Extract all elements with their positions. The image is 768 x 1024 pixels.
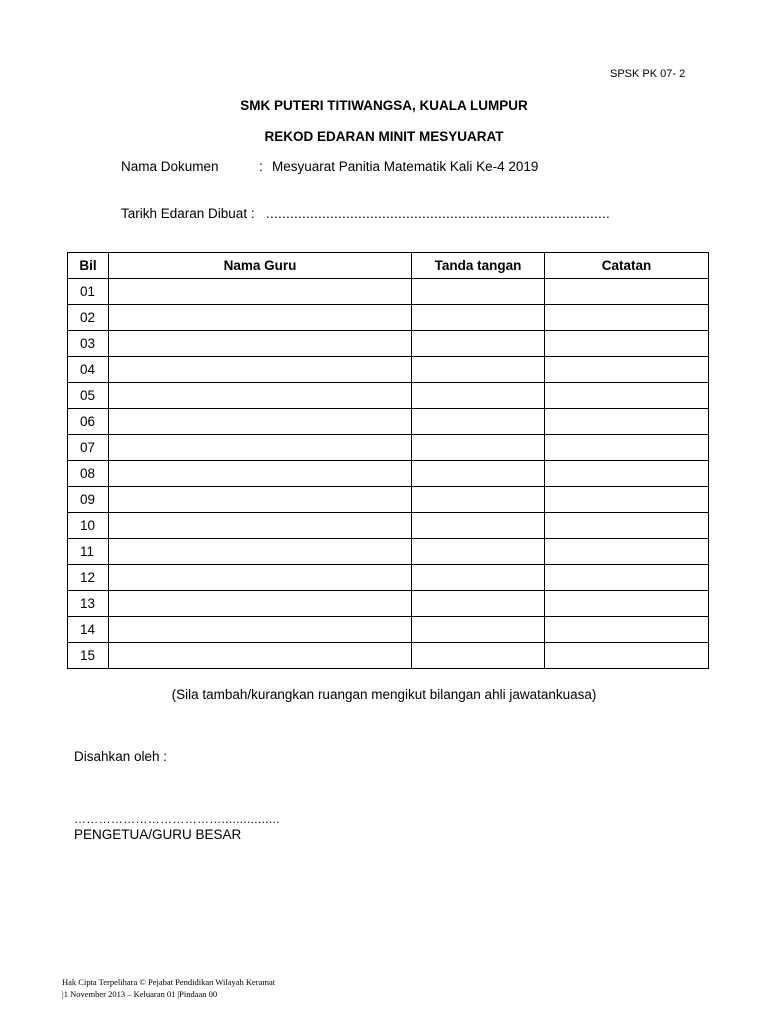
catatan-cell[interactable] bbox=[545, 435, 709, 461]
nama-guru-cell[interactable] bbox=[109, 565, 412, 591]
table-row bbox=[68, 357, 709, 383]
header-bil: Bil bbox=[68, 253, 109, 279]
tanda-tangan-cell[interactable] bbox=[412, 435, 545, 461]
tanda-tangan-cell[interactable] bbox=[412, 383, 545, 409]
signature-line[interactable]: ………………………………................ bbox=[74, 812, 280, 826]
tanda-tangan-cell[interactable] bbox=[412, 331, 545, 357]
nama-guru-cell[interactable] bbox=[109, 435, 412, 461]
header-nama-guru: Nama Guru bbox=[109, 253, 412, 279]
catatan-cell[interactable] bbox=[545, 279, 709, 305]
footer-revision: |1 November 2013 – Keluaran 01 |Pindaan 00 bbox=[62, 989, 218, 999]
document-separator: : bbox=[259, 159, 263, 174]
table-row bbox=[68, 279, 709, 305]
tanda-tangan-cell[interactable] bbox=[412, 357, 545, 383]
tanda-tangan-cell[interactable] bbox=[412, 513, 545, 539]
nama-guru-cell[interactable] bbox=[109, 279, 412, 305]
row-number: 06 bbox=[68, 409, 109, 435]
table-row bbox=[68, 513, 709, 539]
row-number: 15 bbox=[68, 643, 109, 669]
date-label: Tarikh Edaran Dibuat : bbox=[121, 206, 255, 221]
catatan-cell[interactable] bbox=[545, 331, 709, 357]
row-number: 12 bbox=[68, 565, 109, 591]
row-number: 10 bbox=[68, 513, 109, 539]
instruction-note: (Sila tambah/kurangkan ruangan mengikut bilangan ahli jawatankuasa) bbox=[171, 687, 597, 702]
tanda-tangan-cell[interactable] bbox=[412, 305, 545, 331]
table-row bbox=[68, 383, 709, 409]
table-row bbox=[68, 487, 709, 513]
row-number: 07 bbox=[68, 435, 109, 461]
nama-guru-cell[interactable] bbox=[109, 513, 412, 539]
table-header-row bbox=[68, 253, 709, 279]
nama-guru-cell[interactable] bbox=[109, 643, 412, 669]
approval-label: Disahkan oleh : bbox=[74, 749, 168, 764]
tanda-tangan-cell[interactable] bbox=[412, 409, 545, 435]
row-number: 03 bbox=[68, 331, 109, 357]
row-number: 02 bbox=[68, 305, 109, 331]
catatan-cell[interactable] bbox=[545, 591, 709, 617]
catatan-cell[interactable] bbox=[545, 617, 709, 643]
table-row bbox=[68, 617, 709, 643]
tanda-tangan-cell[interactable] bbox=[412, 279, 545, 305]
row-number: 04 bbox=[68, 357, 109, 383]
page-title: REKOD EDARAN MINIT MESYUARAT bbox=[264, 129, 504, 144]
nama-guru-cell[interactable] bbox=[109, 331, 412, 357]
tanda-tangan-cell[interactable] bbox=[412, 461, 545, 487]
catatan-cell[interactable] bbox=[545, 357, 709, 383]
document-value: Mesyuarat Panitia Matematik Kali Ke-4 2019 bbox=[272, 159, 539, 174]
catatan-cell[interactable] bbox=[545, 539, 709, 565]
catatan-cell[interactable] bbox=[545, 383, 709, 409]
header-catatan: Catatan bbox=[545, 253, 709, 279]
record-table bbox=[67, 252, 709, 669]
catatan-cell[interactable] bbox=[545, 461, 709, 487]
table-row bbox=[68, 643, 709, 669]
tanda-tangan-cell[interactable] bbox=[412, 643, 545, 669]
nama-guru-cell[interactable] bbox=[109, 591, 412, 617]
table-row bbox=[68, 461, 709, 487]
nama-guru-cell[interactable] bbox=[109, 409, 412, 435]
catatan-cell[interactable] bbox=[545, 643, 709, 669]
table-row bbox=[68, 435, 709, 461]
tanda-tangan-cell[interactable] bbox=[412, 617, 545, 643]
table-row bbox=[68, 591, 709, 617]
row-number: 05 bbox=[68, 383, 109, 409]
table-row bbox=[68, 331, 709, 357]
document-label: Nama Dokumen bbox=[121, 159, 219, 174]
table-row bbox=[68, 305, 709, 331]
table-row bbox=[68, 409, 709, 435]
row-number: 13 bbox=[68, 591, 109, 617]
tanda-tangan-cell[interactable] bbox=[412, 487, 545, 513]
school-name: SMK PUTERI TITIWANGSA, KUALA LUMPUR bbox=[240, 98, 528, 113]
catatan-cell[interactable] bbox=[545, 513, 709, 539]
catatan-cell[interactable] bbox=[545, 565, 709, 591]
catatan-cell[interactable] bbox=[545, 487, 709, 513]
signatory-role: PENGETUA/GURU BESAR bbox=[74, 827, 242, 842]
row-number: 14 bbox=[68, 617, 109, 643]
row-number: 11 bbox=[68, 539, 109, 565]
nama-guru-cell[interactable] bbox=[109, 487, 412, 513]
nama-guru-cell[interactable] bbox=[109, 539, 412, 565]
date-field[interactable]: ...................................................................................... bbox=[266, 206, 611, 221]
footer-copyright: Hak Cipta Terpelihara © Pejabat Pendidikan Wilayah Keramat bbox=[62, 977, 276, 987]
table-row bbox=[68, 565, 709, 591]
row-number: 08 bbox=[68, 461, 109, 487]
header-tanda-tangan: Tanda tangan bbox=[412, 253, 545, 279]
form-code: SPSK PK 07- 2 bbox=[610, 68, 686, 80]
nama-guru-cell[interactable] bbox=[109, 617, 412, 643]
catatan-cell[interactable] bbox=[545, 305, 709, 331]
tanda-tangan-cell[interactable] bbox=[412, 539, 545, 565]
tanda-tangan-cell[interactable] bbox=[412, 565, 545, 591]
nama-guru-cell[interactable] bbox=[109, 461, 412, 487]
row-number: 09 bbox=[68, 487, 109, 513]
nama-guru-cell[interactable] bbox=[109, 383, 412, 409]
nama-guru-cell[interactable] bbox=[109, 305, 412, 331]
catatan-cell[interactable] bbox=[545, 409, 709, 435]
nama-guru-cell[interactable] bbox=[109, 357, 412, 383]
table-row bbox=[68, 539, 709, 565]
row-number: 01 bbox=[68, 279, 109, 305]
tanda-tangan-cell[interactable] bbox=[412, 591, 545, 617]
